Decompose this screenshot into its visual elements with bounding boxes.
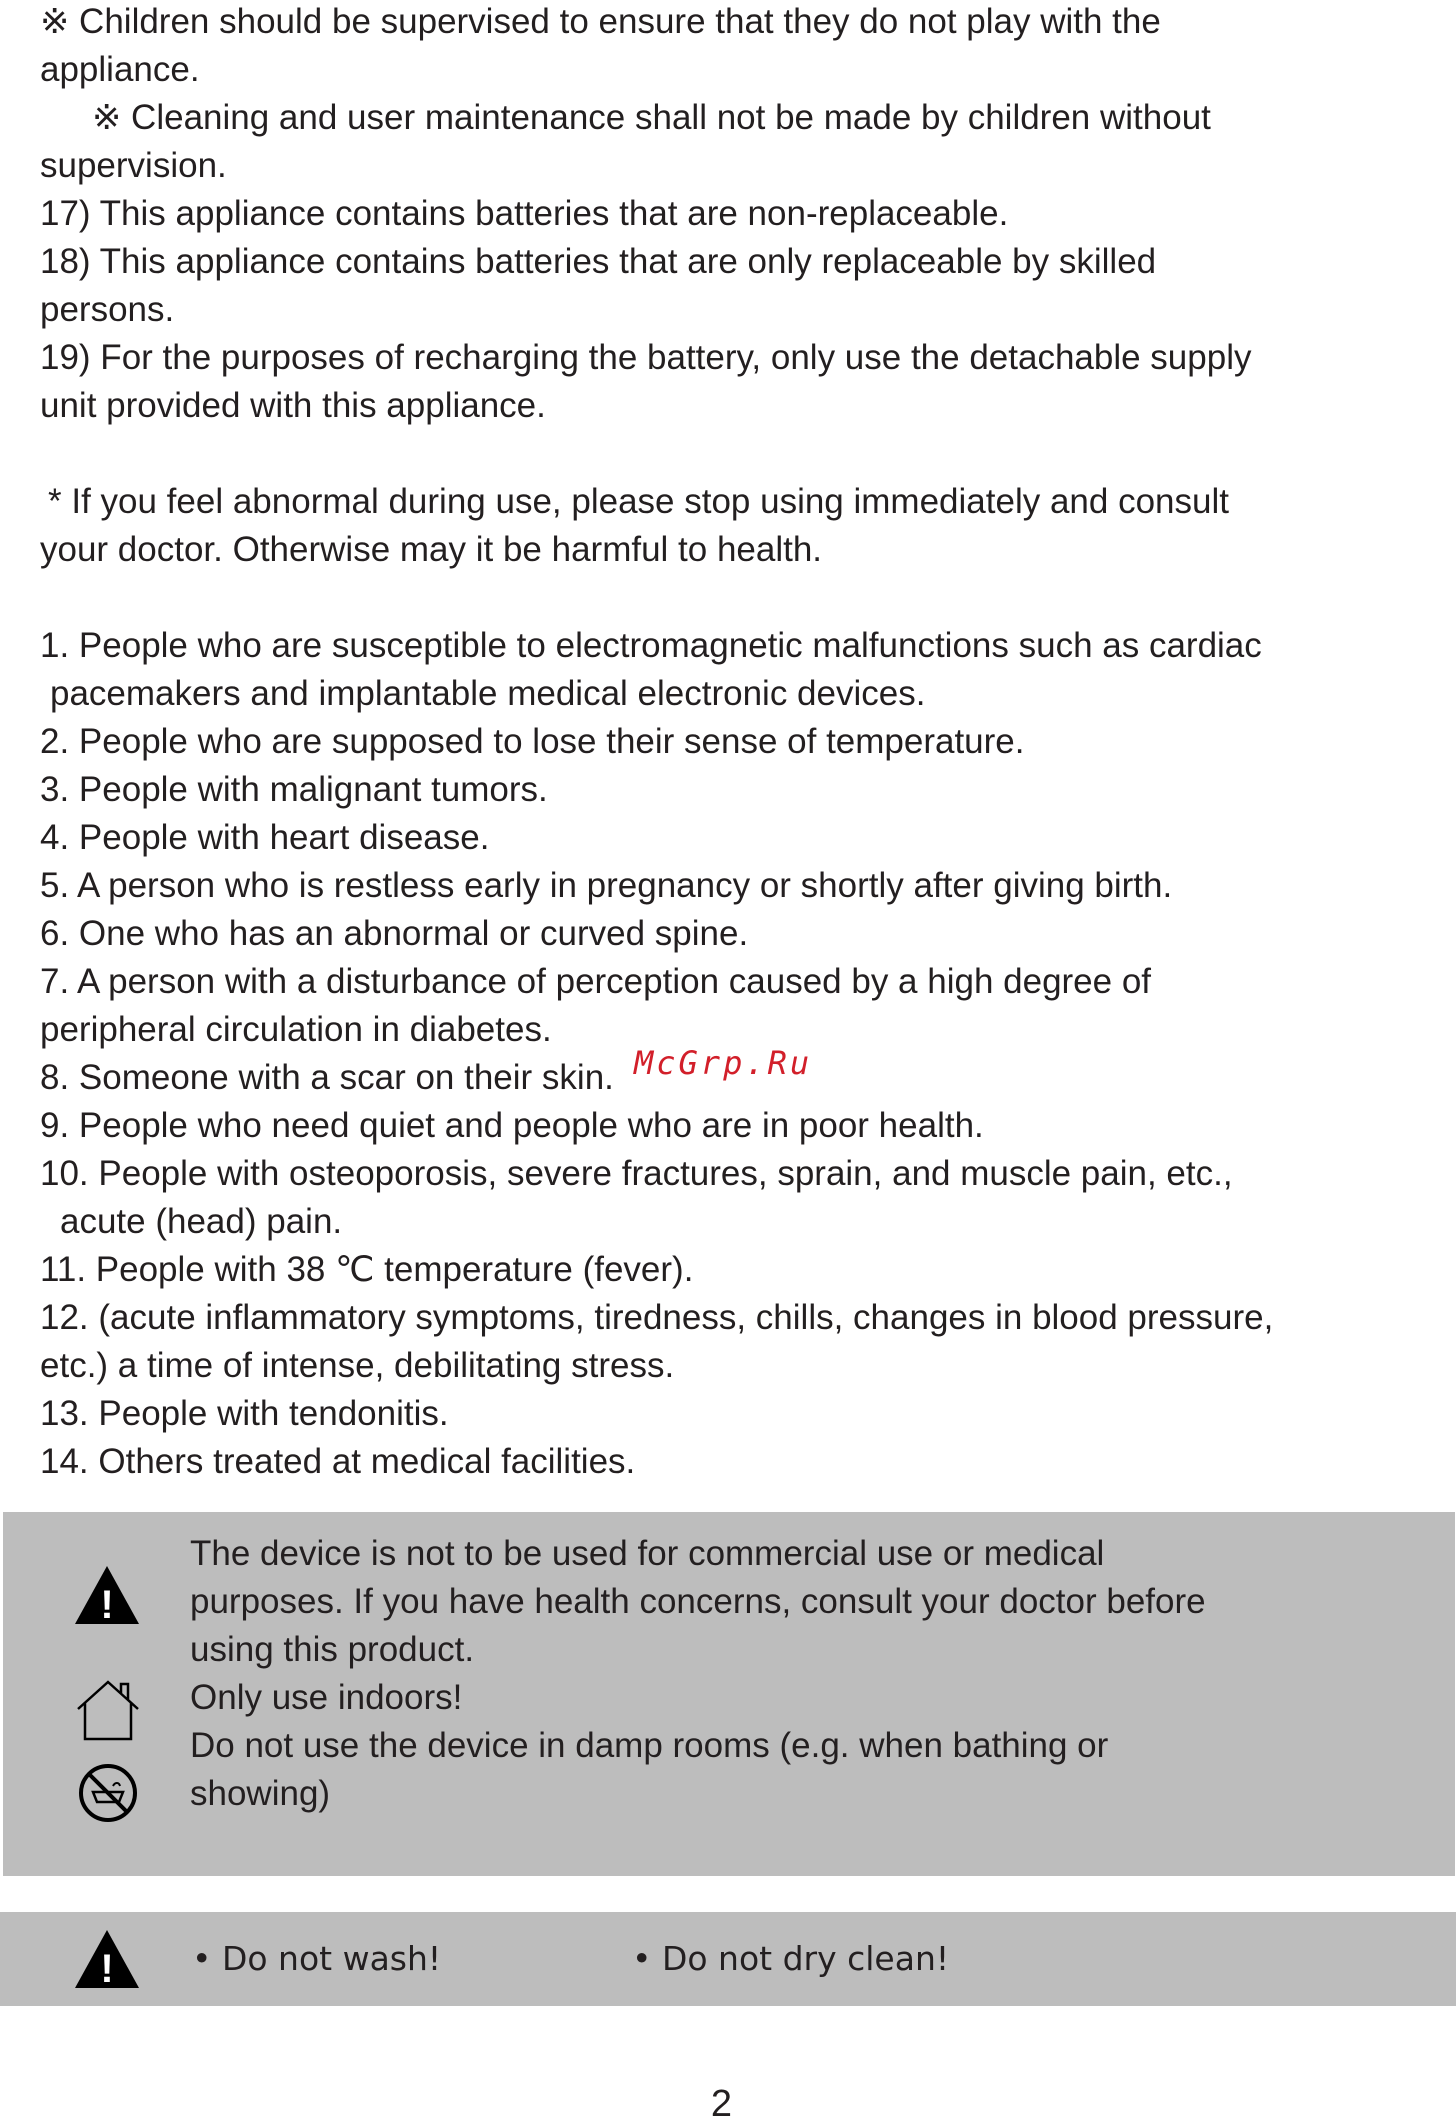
- warning-icon: [73, 1928, 141, 1990]
- list-item: 10. People with osteoporosis, severe fractures, sprain, and muscle pain, etc.,: [40, 1154, 1233, 1193]
- caution-line: * If you feel abnormal during use, please stop using immediately and consult: [48, 482, 1229, 521]
- intro-line: ※ Children should be supervised to ensure that they do not play with the: [40, 2, 1161, 41]
- list-item: 8. Someone with a scar on their skin.: [40, 1058, 614, 1097]
- list-item: 7. A person with a disturbance of perception caused by a high degree of: [40, 962, 1152, 1001]
- warning-line: The device is not to be used for commercial use or medical: [190, 1534, 1105, 1573]
- list-item: 14. Others treated at medical facilities.: [40, 1442, 636, 1481]
- list-item: 4. People with heart disease.: [40, 818, 490, 857]
- warning-icon: [73, 1564, 141, 1626]
- list-item: acute (head) pain.: [60, 1202, 343, 1241]
- warning-line: showing): [190, 1774, 331, 1813]
- warning-line: using this product.: [190, 1630, 475, 1669]
- intro-line: 19) For the purposes of recharging the battery, only use the detachable supply: [40, 338, 1252, 377]
- warning-line: purposes. If you have health concerns, consult your doctor before: [190, 1582, 1206, 1621]
- intro-line: persons.: [40, 290, 175, 329]
- no-bathing-icon: [77, 1762, 139, 1824]
- list-item: 11. People with 38 ℃ temperature (fever).: [40, 1250, 694, 1289]
- intro-line: appliance.: [40, 50, 200, 89]
- warning-panel: [3, 1512, 1455, 1876]
- intro-line: supervision.: [40, 146, 227, 185]
- do-not-wash-label: • Do not wash!: [192, 1939, 442, 1978]
- warning-line: Do not use the device in damp rooms (e.g. when bathing or: [190, 1726, 1109, 1765]
- instructions-text: [40, 0, 1455, 1486]
- warning-symbol: !: [100, 1583, 114, 1626]
- intro-line: unit provided with this appliance.: [40, 386, 546, 425]
- list-item: 12. (acute inflammatory symptoms, tiredness, chills, changes in blood pressure,: [40, 1298, 1274, 1337]
- list-item: peripheral circulation in diabetes.: [40, 1010, 552, 1049]
- list-item: 13. People with tendonitis.: [40, 1394, 449, 1433]
- intro-line: 17) This appliance contains batteries that are non-replaceable.: [40, 194, 1009, 233]
- page-number: 2: [710, 2083, 733, 2125]
- warning-symbol: !: [100, 1947, 114, 1990]
- warning-line: Only use indoors!: [190, 1678, 463, 1717]
- list-item: 5. A person who is restless early in pregnancy or shortly after giving birth.: [40, 866, 1173, 905]
- watermark: McGrp.Ru: [634, 1044, 813, 1082]
- do-not-dry-clean-label: • Do not dry clean!: [632, 1939, 950, 1978]
- list-item: etc.) a time of intense, debilitating stress.: [40, 1346, 675, 1385]
- caution-line: your doctor. Otherwise may it be harmful to health.: [40, 530, 823, 569]
- list-item: pacemakers and implantable medical electronic devices.: [50, 674, 926, 713]
- list-item: 6. One who has an abnormal or curved spine.: [40, 914, 749, 953]
- house-icon: [75, 1678, 141, 1742]
- list-item: 2. People who are supposed to lose their sense of temperature.: [40, 722, 1025, 761]
- warning-text: [190, 1530, 1390, 1818]
- list-item: 3. People with malignant tumors.: [40, 770, 548, 809]
- intro-line: 18) This appliance contains batteries that are only replaceable by skilled: [40, 242, 1157, 281]
- care-instructions-bar: [0, 1912, 1456, 2006]
- intro-line: ※ Cleaning and user maintenance shall not be made by children without: [92, 98, 1211, 137]
- list-item: 9. People who need quiet and people who are in poor health.: [40, 1106, 984, 1145]
- list-item: 1. People who are susceptible to electromagnetic malfunctions such as cardiac: [40, 626, 1262, 665]
